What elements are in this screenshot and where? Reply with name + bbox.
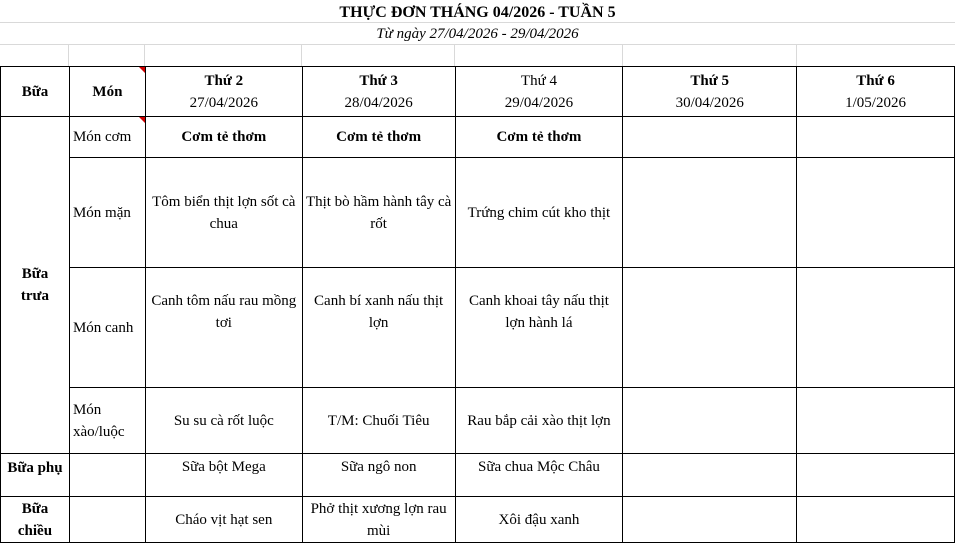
menu-cell[interactable] — [623, 268, 797, 388]
menu-title: THỰC ĐƠN THÁNG 04/2026 - TUẦN 5 — [339, 4, 616, 21]
day-date: 1/05/2026 — [845, 94, 906, 111]
gridline — [68, 45, 69, 66]
menu-cell[interactable]: Phở thịt xương lợn rau mùi — [302, 497, 455, 543]
day-date: 30/04/2026 — [675, 94, 744, 111]
menu-cell[interactable]: Xôi đậu xanh — [455, 497, 623, 543]
menu-cell[interactable]: Sữa bột Mega — [145, 454, 302, 497]
gridline — [454, 45, 455, 66]
table-row — [1, 388, 955, 454]
menu-cell[interactable] — [797, 497, 955, 543]
menu-cell[interactable] — [797, 268, 955, 388]
menu-cell[interactable]: Cơm tẻ thơm — [145, 117, 302, 158]
menu-cell[interactable]: Sữa chua Mộc Châu — [455, 454, 623, 497]
menu-cell[interactable]: Thịt bò hầm hành tây cà rốt — [302, 158, 455, 268]
menu-cell[interactable] — [797, 388, 955, 454]
table-row — [1, 158, 955, 268]
afternoon-label-text: Bữa chiều — [17, 500, 53, 539]
dish-label[interactable]: Món cơm — [69, 117, 145, 158]
menu-cell[interactable] — [623, 454, 797, 497]
menu-cell[interactable] — [797, 117, 955, 158]
menu-cell[interactable] — [623, 117, 797, 158]
gridline — [0, 22, 955, 23]
lunch-label-text: Bữa trưa — [20, 266, 50, 304]
day-header-tue[interactable] — [302, 67, 455, 117]
menu-cell[interactable] — [797, 454, 955, 497]
dish-label[interactable]: Món xào/luộc — [69, 388, 145, 454]
dish-label[interactable]: Món canh — [69, 268, 145, 388]
day-date: 29/04/2026 — [504, 94, 574, 111]
menu-cell[interactable]: Rau bắp cải xào thịt lợn — [455, 388, 623, 454]
meal-column-header[interactable]: Bữa — [1, 67, 70, 117]
menu-cell[interactable]: Canh tôm nấu rau mồng tơi — [145, 268, 302, 388]
table-row — [1, 117, 955, 158]
dish-label[interactable] — [69, 454, 145, 497]
menu-cell[interactable]: Cơm tẻ thơm — [302, 117, 455, 158]
menu-cell[interactable]: Trứng chim cút kho thịt — [455, 158, 623, 268]
day-name: Thứ 5 — [690, 72, 730, 89]
table-row — [1, 497, 955, 543]
menu-cell[interactable]: Su su cà rốt luộc — [145, 388, 302, 454]
day-header-mon[interactable] — [145, 67, 302, 117]
day-name: Thứ 4 — [520, 72, 557, 89]
day-name: Thứ 3 — [359, 72, 398, 89]
day-name: Thứ 2 — [204, 72, 244, 89]
gridline — [144, 45, 145, 66]
menu-cell[interactable] — [623, 497, 797, 543]
menu-cell[interactable]: Cơm tẻ thơm — [455, 117, 623, 158]
menu-cell[interactable] — [623, 158, 797, 268]
day-name: Thứ 6 — [856, 72, 895, 89]
lunch-label[interactable] — [1, 117, 70, 454]
dish-label[interactable]: Món mặn — [69, 158, 145, 268]
day-header-fri[interactable] — [797, 67, 955, 117]
menu-cell[interactable] — [797, 158, 955, 268]
table-row — [1, 268, 955, 388]
menu-cell[interactable]: Tôm biển thịt lợn sốt cà chua — [145, 158, 302, 268]
menu-cell[interactable]: Cháo vịt hạt sen — [145, 497, 302, 543]
afternoon-label[interactable] — [1, 497, 70, 543]
menu-cell[interactable] — [623, 388, 797, 454]
menu-cell[interactable]: T/M: Chuối Tiêu — [302, 388, 455, 454]
dish-column-header[interactable]: Món — [69, 67, 145, 117]
day-header-thu[interactable] — [623, 67, 797, 117]
day-date: 27/04/2026 — [189, 94, 258, 111]
menu-cell[interactable]: Canh bí xanh nấu thịt lợn — [302, 268, 455, 388]
menu-table — [0, 66, 955, 543]
day-header-wed[interactable] — [455, 67, 623, 117]
snack-label[interactable]: Bữa phụ — [1, 454, 70, 497]
menu-cell[interactable]: Canh khoai tây nấu thịt lợn hành lá — [455, 268, 623, 388]
dish-label[interactable] — [69, 497, 145, 543]
gridline — [301, 45, 302, 66]
menu-subtitle: Từ ngày 27/04/2026 - 29/04/2026 — [376, 26, 579, 42]
header-row — [1, 67, 955, 117]
gridline — [622, 45, 623, 66]
menu-cell[interactable]: Sữa ngô non — [302, 454, 455, 497]
day-date: 28/04/2026 — [344, 94, 413, 111]
table-row — [1, 454, 955, 497]
gridline — [796, 45, 797, 66]
